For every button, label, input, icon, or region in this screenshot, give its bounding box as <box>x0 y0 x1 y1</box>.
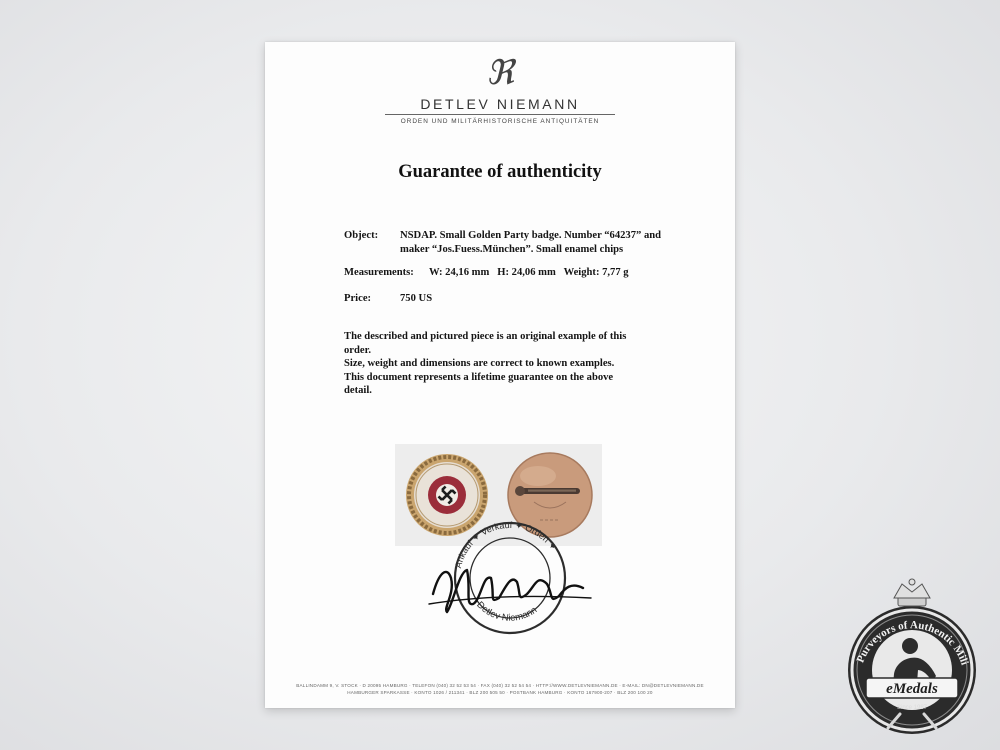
company-subtitle-text: ORDEN UND MILITÄRHISTORISCHE ANTIQUITÄTEN <box>400 118 600 125</box>
document-title: Guarantee of authenticity <box>398 162 602 182</box>
letterhead <box>265 54 735 125</box>
letterhead-divider <box>385 114 615 115</box>
seal-ring-text: Purveyors of Authentic Mili <box>854 619 971 667</box>
company-subtitle <box>265 118 735 125</box>
measurements-label: Measurements: <box>344 267 414 278</box>
footer-line-1 <box>265 682 735 689</box>
seal-brand: eMedals <box>886 681 938 697</box>
price-field <box>344 292 704 306</box>
company-name-text: DETLEV NIEMANN <box>420 96 580 112</box>
measurements-value: W: 24,16 mm H: 24,06 mm Weight: 7,77 g <box>429 267 629 278</box>
price-label: Price: <box>344 293 372 304</box>
footer-line-2-text: HAMBURGER SPARKASSE · KONTO 1026 / 211341 · BLZ 200 505 50 · POSTBANK HAMBURG · KONTO 167900-207 · BLZ 200 100 20 <box>347 690 653 695</box>
letterhead-footer <box>265 682 735 696</box>
company-name <box>265 96 735 112</box>
stamp-top-text: Ankauf ✦ Verkauf ✦ Orden ✦ <box>453 519 559 570</box>
object-value <box>400 229 661 256</box>
price-value: 750 US <box>400 293 433 304</box>
crown-icon <box>894 579 930 606</box>
seal-since: Since 1987 <box>896 705 928 711</box>
statement-line: Size, weight and dimensions are correct to known examples. <box>344 358 615 370</box>
authenticity-statement <box>344 330 644 398</box>
object-line-1: NSDAP. Small Golden Party badge. Number “64237” and <box>400 230 662 241</box>
object-line-2: maker “Jos.Fuess.München”. Small enamel chips <box>400 243 624 255</box>
certificate-sheet <box>265 42 735 708</box>
statement-line: The described and pictured piece is an original example of this <box>344 331 627 342</box>
footer-line-1-text: BALLINDAMM 9, V. STOCK · D 20095 HAMBURG · TELEFON (040) 32 52 53 54 · FAX (040) 32 52 54 54 · HTTP://WWW.DETLEVNIEMANN.DE · E-MAIL: DN@DETLEVNIEMANN.DE <box>296 683 704 688</box>
stamp-bottom-text: Detlev Niemann <box>474 599 540 624</box>
stamp-and-signature <box>425 508 595 638</box>
statement-line: This document represents a lifetime guarantee on the above <box>344 371 614 383</box>
footer-line-2 <box>265 689 735 696</box>
object-label: Object: <box>344 230 379 241</box>
statement-line: detail. <box>344 385 372 397</box>
monogram-logo: ℜ <box>486 55 514 92</box>
measurements-field <box>344 266 704 280</box>
emedals-watermark-seal <box>832 578 992 738</box>
statement-line: order. <box>344 344 371 356</box>
object-field <box>344 229 704 259</box>
